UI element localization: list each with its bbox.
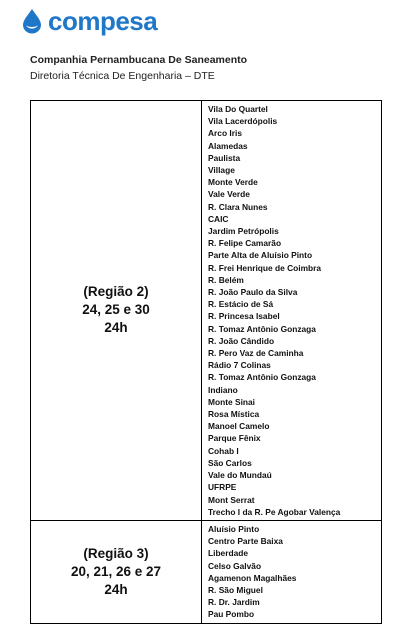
location-item: Vale do Mundaú — [208, 470, 272, 481]
location-item: Pau Pombo — [208, 609, 255, 620]
organization-name: Companhia Pernambucana De Saneamento — [30, 54, 248, 66]
location-item: R. Frei Henrique de Coimbra — [208, 262, 322, 273]
location-item: UFRPE — [208, 482, 237, 493]
location-item: Indiano — [208, 384, 238, 395]
location-item: Centro Parte Baixa — [208, 536, 283, 547]
location-item: R. Clara Nunes — [208, 201, 268, 212]
location-item: Jardim Petrópolis — [208, 226, 279, 237]
location-item: Aluísio Pinto — [208, 523, 260, 534]
location-item: Rosa Mística — [208, 409, 260, 420]
location-item: Manoel Camelo — [208, 421, 270, 432]
location-item: Paulista — [208, 152, 241, 163]
location-item: Vale Verde — [208, 189, 250, 200]
location-item: R. Tomaz Antônio Gonzaga — [208, 323, 316, 334]
department-name: Diretoria Técnica De Engenharia – DTE — [30, 70, 215, 82]
region-days: 20, 21, 26 e 27 — [70, 563, 162, 579]
region-name: (Região 3) — [83, 545, 149, 561]
location-item: Vila Lacerdópolis — [208, 116, 278, 127]
region-info-cell — [31, 520, 202, 623]
location-item: Agamenon Magalhães — [208, 572, 297, 583]
region-info-cell — [31, 101, 202, 521]
location-item: R. Dr. Jardim — [208, 597, 260, 608]
region-hours: 24h — [104, 581, 128, 597]
location-item: São Carlos — [208, 457, 252, 468]
location-item: R. Princesa Isabel — [208, 311, 280, 322]
region-schedule-table — [30, 100, 382, 624]
location-item: Village — [208, 165, 235, 176]
location-item: R. Belém — [208, 274, 244, 285]
region-name: (Região 2) — [83, 284, 149, 300]
location-item: R. Pero Vaz de Caminha — [208, 348, 304, 359]
location-item: Cohab I — [208, 445, 239, 456]
location-item: R. João Cândido — [208, 335, 275, 346]
location-item: R. São Miguel — [208, 584, 263, 595]
location-item: Alamedas — [208, 140, 248, 151]
water-drop-icon — [20, 8, 44, 34]
location-item: Celso Galvão — [208, 560, 262, 571]
location-item: Monte Verde — [208, 177, 258, 188]
location-item: Mont Serrat — [208, 494, 255, 505]
region-hours: 24h — [104, 320, 128, 336]
location-item: R. João Paulo da Silva — [208, 287, 298, 298]
location-item: Monte Sinai — [208, 396, 255, 407]
location-list-cell — [202, 520, 382, 623]
location-list-cell — [202, 101, 382, 521]
location-item: R. Felipe Camarão — [208, 238, 282, 249]
location-item: Rádio 7 Colinas — [208, 360, 271, 371]
location-item: Arco Iris — [208, 128, 242, 139]
region-days: 24, 25 e 30 — [82, 302, 150, 318]
location-item: R. Estácio de Sá — [208, 299, 274, 310]
region-row — [31, 101, 382, 521]
region-row — [31, 520, 382, 623]
logo-text: compesa — [48, 6, 158, 36]
location-item: Parte Alta de Aluísio Pinto — [208, 250, 313, 261]
location-item: CAIC — [208, 213, 229, 224]
location-item: Vila Do Quartel — [208, 104, 268, 114]
location-item: Trecho I da R. Pe Agobar Valença — [208, 506, 341, 517]
location-item: R. Tomaz Antônio Gonzaga — [208, 372, 316, 383]
compesa-logo — [20, 8, 157, 34]
location-item: Liberdade — [208, 548, 249, 559]
location-item: Parque Fênix — [208, 433, 261, 444]
